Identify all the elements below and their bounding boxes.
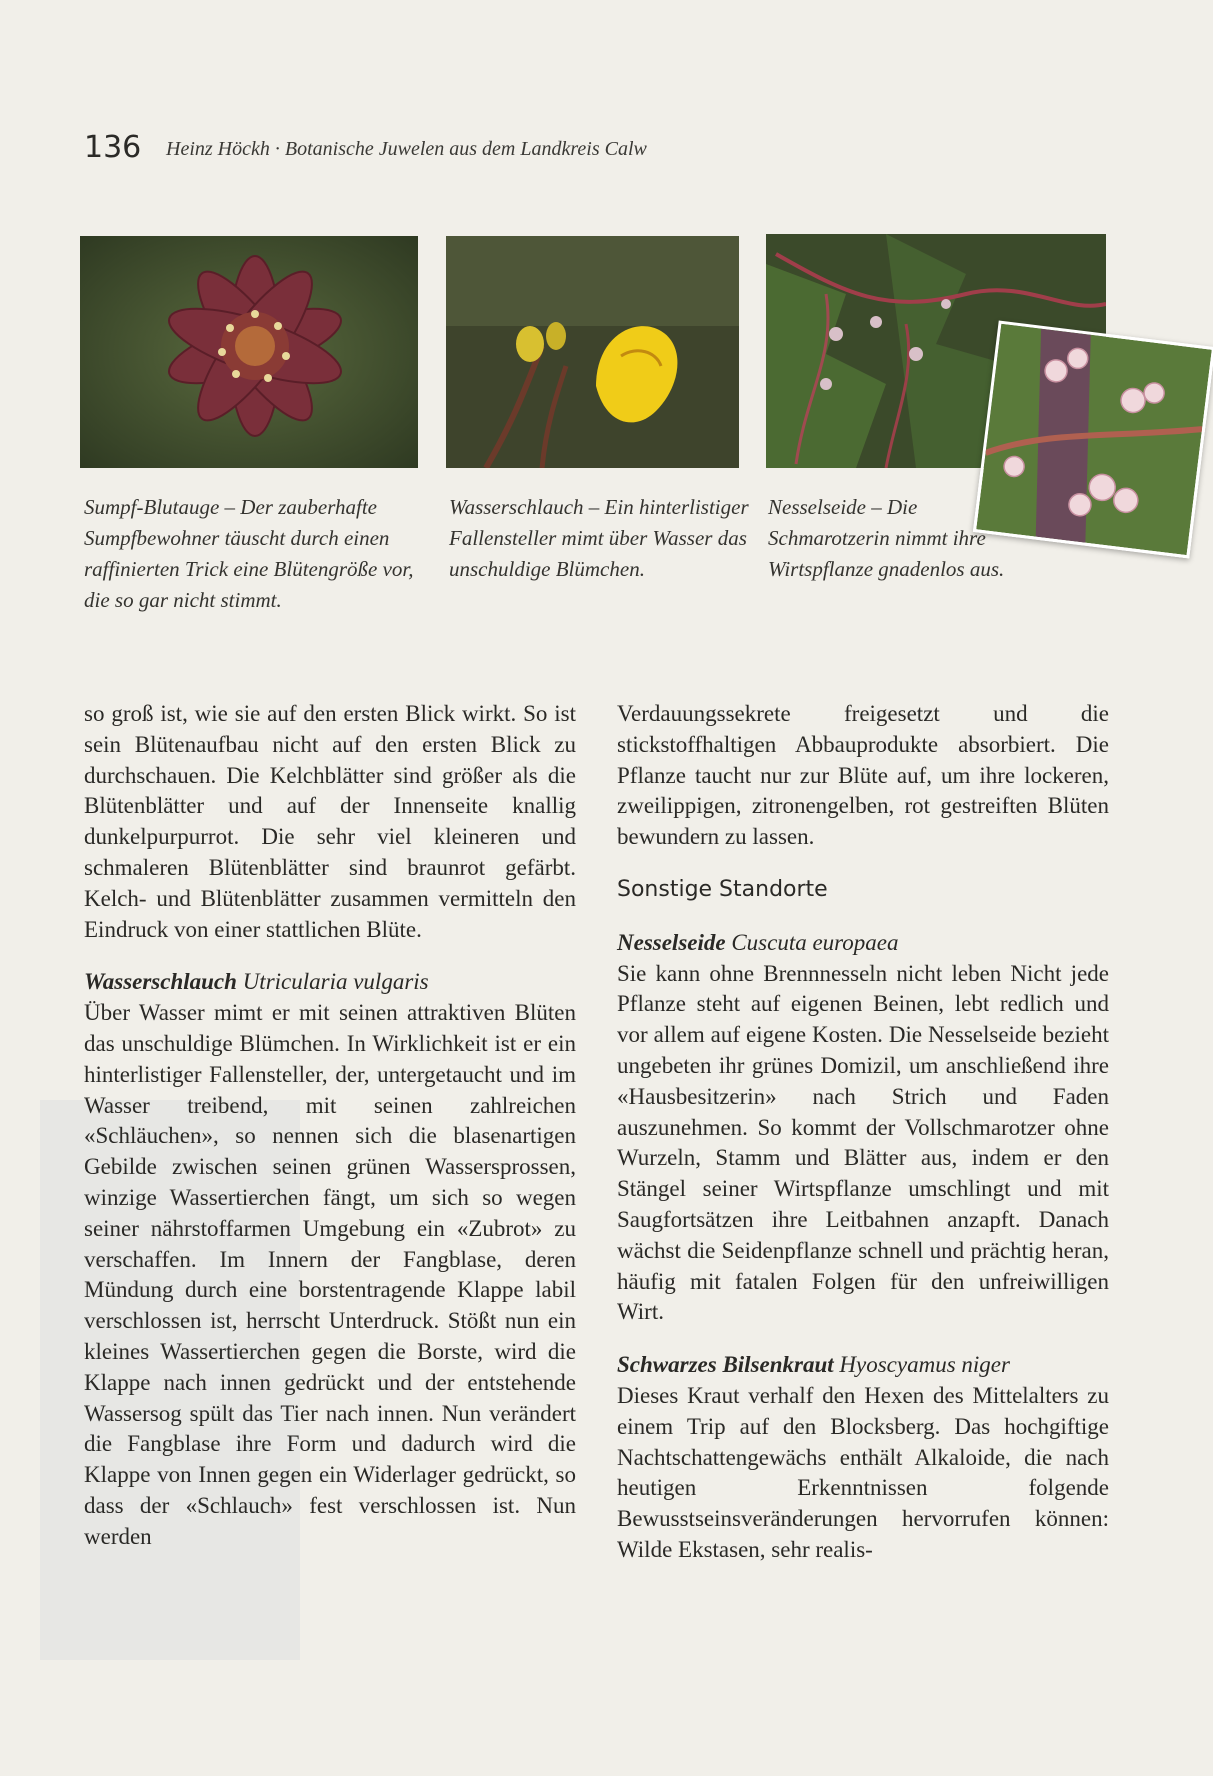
species-heading (617, 1350, 1109, 1381)
species-common-name: Wasserschlauch (84, 969, 237, 995)
species-latin-name: Utricularia vulgaris (242, 969, 429, 995)
paragraph: Verdauungssekrete freigesetzt und die stickstoffhaltigen Abbauprodukte absorbiert. Die Pflanze taucht nur zur Blüte auf, um ihre lockeren, zweilippigen, zitronengelben, rot gestreiften Blüten bewundern zu lassen. (617, 701, 1109, 850)
photo-wasserschlauch (446, 236, 739, 468)
caption-nesselseide: Nesselseide – Die Schmarotzerin nimmt ihre Wirtspflanze gnadenlos aus. (768, 495, 1005, 581)
caption-wasserschlauch: Wasserschlauch – Ein hinterlistiger Fallensteller mimt über Wasser das unschuldige Blümchen. (449, 495, 749, 581)
flower-photo-icon (446, 236, 739, 468)
running-title: Heinz Höckh · Botanische Juwelen aus dem Landkreis Calw (166, 138, 647, 160)
page-number: 136 (84, 130, 142, 165)
page-header (84, 128, 1134, 168)
caption-sumpf-blutauge: Sumpf-Blutauge – Der zauberhafte Sumpfbewohner täuscht durch einen raffinierten Trick eine Blütengröße vor, die so gar nicht stimmt. (84, 495, 414, 612)
species-latin-name: Hyoscyamus niger (839, 1352, 1010, 1378)
species-common-name: Schwarzes Bilsenkraut (617, 1352, 834, 1378)
paragraph: Dieses Kraut verhalf den Hexen des Mittelalters zu einem Trip auf den Blocksberg. Das hochgiftige Nachtschattengewächs enthält Alkaloide, die nach heutigen Erkenntnissen folgende Bewusstseinsveränderungen hervorrufen können: Wilde Ekstasen, sehr realis- (617, 1382, 1109, 1562)
photo-sumpf-blutauge (80, 236, 418, 468)
section-heading: Sonstige Standorte (617, 876, 828, 902)
paragraph: Über Wasser mimt er mit seinen attraktiven Blüten das unschuldige Blümchen. In Wirklichkeit ist er ein hinterlistiger Fallensteller, der, untergetaucht und im Wasser treibend, mit seinen zahlreichen «Schläuchen», so nennen sich die blasenartigen Gebilde zwischen seinen grünen Wassersprossen, winzige Wassertierchen fängt, um sich so wegen seiner nährstoffarmen Umgebung ein «Zubrot» zu verschaffen. Im Innern der Fangblase, deren Mündung durch eine borstentragende Klappe labil verschlossen ist, herrscht Unterdruck. Stößt nun ein kleines Wassertierchen gegen die Borste, wird die Klappe nach innen gedrückt und der entstehende Wassersog spült das Tier nach innen. Nun verändert die Fangblase ihre Form und dadurch wird die Klappe von Innen gegen ein Widerlager gedrückt, so dass der «Schlauch» fest verschlossen ist. Nun werden (84, 1000, 576, 1549)
species-heading (84, 967, 576, 998)
paragraph: so groß ist, wie sie auf den ersten Blick wirkt. So ist sein Blütenaufbau nicht auf den ersten Blick zu durchschauen. Die Kelchblätter sind größer als die Blütenblätter und auf der Innenseite knallig dunkelpurpurrot. Die sehr viel kleineren und schmaleren Blütenblätter sind braunrot gefärbt. Kelch- und Blütenblätter zusammen vermitteln den Eindruck von einer stattlichen Blüte. (84, 701, 576, 942)
flower-photo-icon (80, 236, 418, 468)
species-latin-name: Cuscuta europaea (731, 929, 899, 955)
left-column (84, 699, 576, 1553)
species-heading (617, 928, 1109, 959)
right-column (617, 699, 1109, 1566)
species-common-name: Nesselseide (617, 929, 726, 955)
paragraph: Sie kann ohne Brennnesseln nicht leben Nicht jede Pflanze steht auf eigenen Beinen, lebt redlich und vor allem auf eigene Kosten. Die Nesselseide bezieht ungebeten ihr grünes Domizil, um anschließend ihre «Hausbesitzerin» nach Strich und Faden auszunehmen. So kommt der Vollschmarotzer ohne Wurzeln, Stamm und Blätter aus, indem er den Stängel seiner Wirtspflanze umschlingt und mit Saugfortsätzen ihre Leitbahnen anzapft. Danach wächst die Seidenpflanze schnell und prächtig heran, häufig mit fatalen Folgen für den unfreiwilligen Wirt. (617, 960, 1109, 1325)
